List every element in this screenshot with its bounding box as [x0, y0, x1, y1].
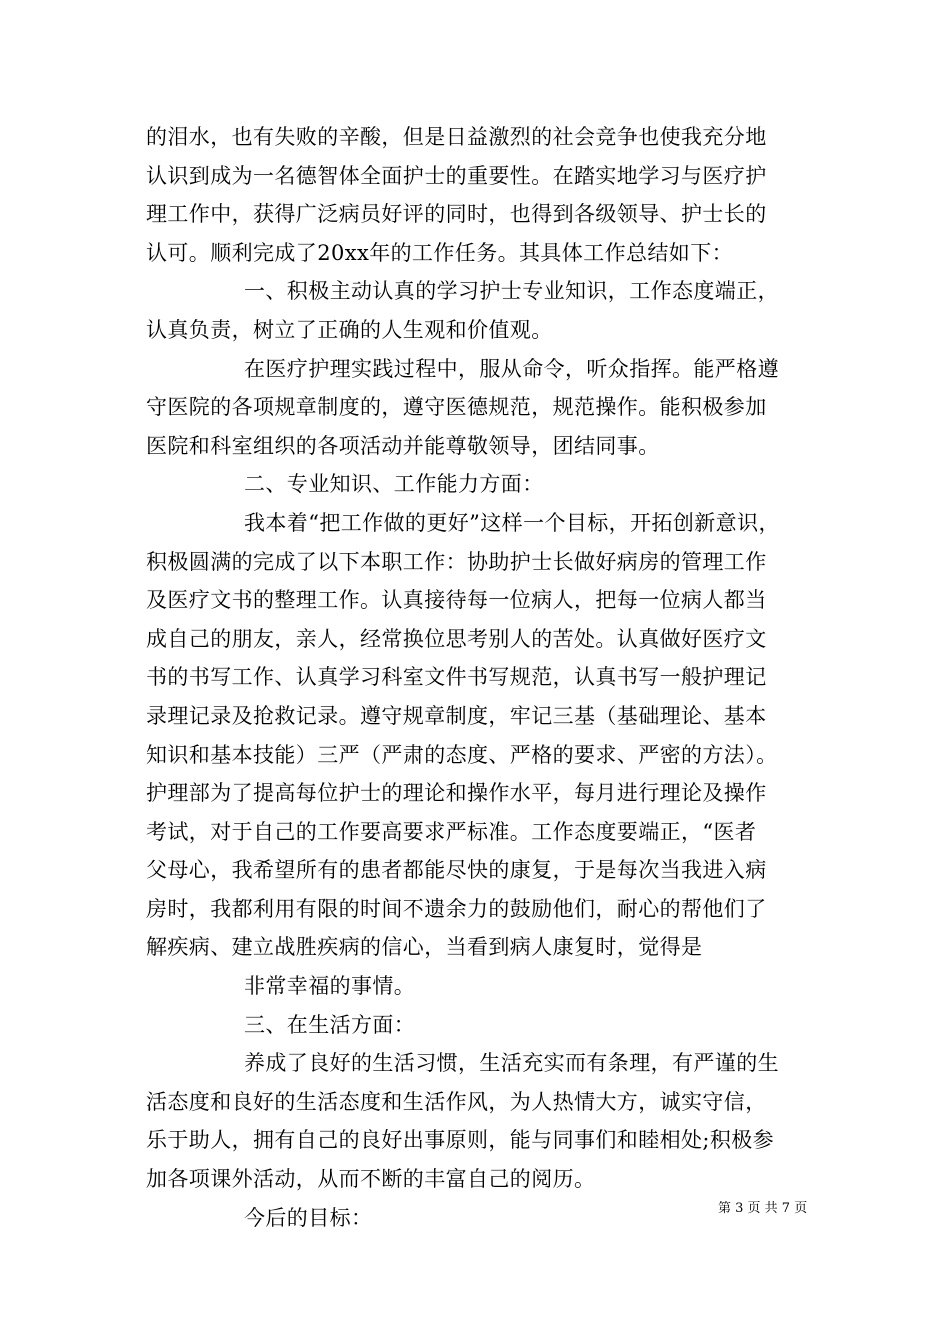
page-number: 第 3 页 共 7 页 [718, 1201, 808, 1216]
text-line: 守医院的各项规章制度的，遵守医德规范，规范操作。能积极参加 [146, 395, 767, 420]
text-line: 解疾病、建立战胜疾病的信心，当看到病人康复时，觉得是 [146, 935, 703, 960]
text-line: 养成了良好的生活习惯，生活充实而有条理，有严谨的生 [244, 1051, 779, 1076]
text-line: 我本着“把工作做的更好”这样一个目标，开拓创新意识， [244, 510, 780, 535]
text-line: 在医疗护理实践过程中，服从命令，听众指挥。能严格遵 [244, 356, 779, 381]
text-line: 理工作中，获得广泛病员好评的同时，也得到各级领导、护士长的 [146, 202, 767, 227]
section-heading: 二、专业知识、工作能力方面： [244, 472, 544, 497]
text-line: 加各项课外活动，从而不断的丰富自己的阅历。 [146, 1167, 596, 1192]
text-line: 父母心，我希望所有的患者都能尽快的康复，于是每次当我进入病 [146, 858, 767, 883]
text-line: 房时，我都利用有限的时间不遗余力的鼓励他们，耐心的帮他们了 [146, 896, 767, 921]
text-line: 非常幸福的事情。 [244, 974, 416, 999]
text-line: 医院和科室组织的各项活动并能尊敬领导，团结同事。 [146, 433, 660, 458]
text-line: 录理记录及抢救记录。遵守规章制度，牢记三基（基础理论、基本 [146, 703, 767, 728]
text-line: 成自己的朋友，亲人，经常换位思考别人的苦处。认真做好医疗文 [146, 626, 767, 651]
document-body [146, 118, 818, 1237]
section-heading: 三、在生活方面： [244, 1012, 416, 1037]
text-line: 认可。顺利完成了20xx年的工作任务。其具体工作总结如下： [146, 240, 734, 265]
text-line: 考试，对于自己的工作要高要求严标准。工作态度要端正，“医者 [146, 819, 757, 844]
text-line: 乐于助人，拥有自己的良好出事原则，能与同事们和睦相处;积极参 [146, 1128, 775, 1153]
text-line: 认真负责，树立了正确的人生观和价值观。 [146, 317, 553, 342]
text-line: 护理部为了提高每位护士的理论和操作水平，每月进行理论及操作 [146, 781, 767, 806]
text-line: 的泪水，也有失败的辛酸，但是日益激烈的社会竞争也使我充分地 [146, 125, 767, 149]
text-line: 及医疗文书的整理工作。认真接待每一位病人，把每一位病人都当 [146, 588, 767, 613]
text-line: 书的书写工作、认真学习科室文件书写规范，认真书写一般护理记 [146, 665, 767, 690]
section-heading: 一、积极主动认真的学习护士专业知识，工作态度端正， [244, 279, 779, 304]
section-heading: 今后的目标： [244, 1205, 373, 1230]
text-line: 积极圆满的完成了以下本职工作：协助护士长做好病房的管理工作 [146, 549, 767, 574]
text-line: 活态度和良好的生活态度和生活作风，为人热情大方，诚实守信， [146, 1089, 767, 1114]
text-line: 认识到成为一名德智体全面护士的重要性。在踏实地学习与医疗护 [146, 163, 767, 188]
text-line: 知识和基本技能）三严（严肃的态度、严格的要求、严密的方法）。 [146, 742, 778, 767]
